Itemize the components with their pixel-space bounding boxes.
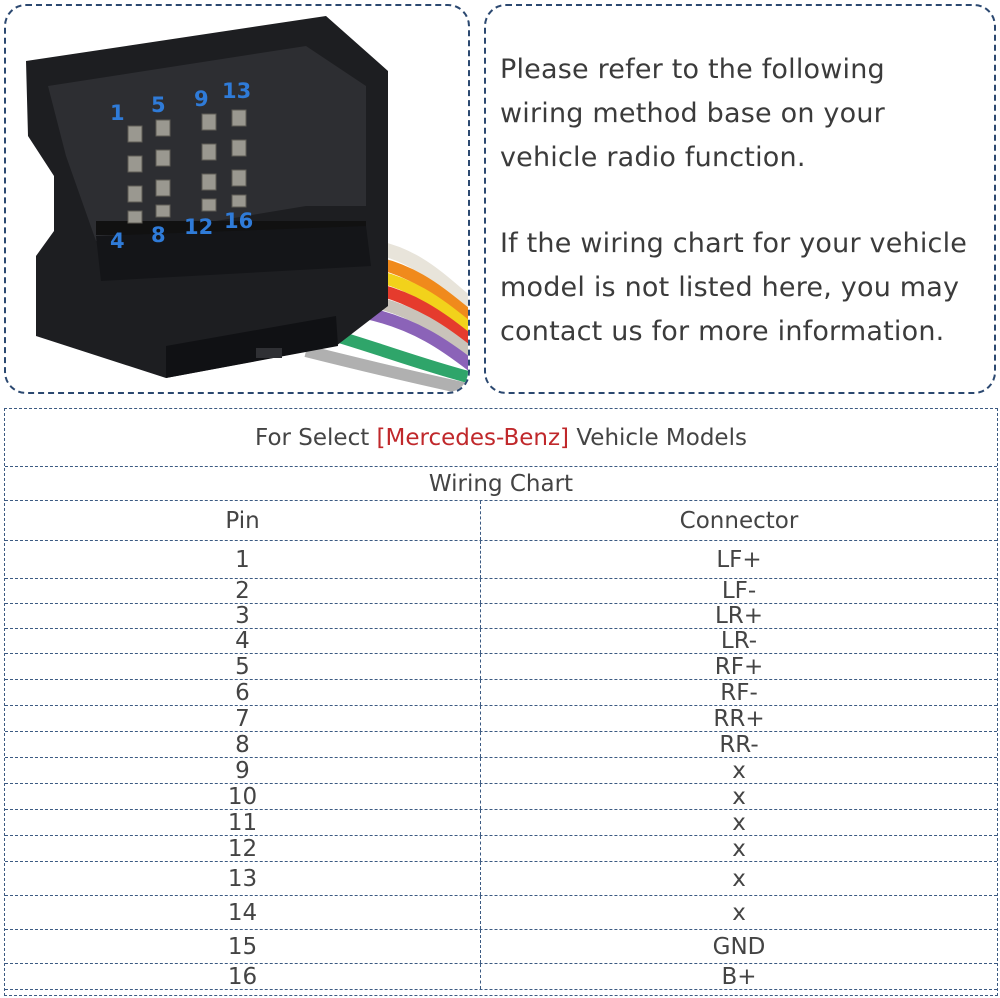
connector-cell: RF+ [714, 654, 764, 679]
pin-cell: 13 [5, 862, 481, 895]
pin-cell: 10 [5, 784, 481, 809]
connector-cell: x [732, 810, 746, 835]
table-row [5, 784, 997, 810]
pin-cell: 4 [5, 629, 481, 653]
table-header-row [5, 409, 997, 467]
wiring-chart-title: Wiring Chart [428, 470, 574, 497]
table-row [5, 896, 997, 930]
pin-cell: 16 [5, 964, 481, 989]
table-row [5, 604, 997, 629]
connector-cell: x [732, 758, 746, 783]
pin-label-4: 4 [110, 229, 125, 253]
connector-cell: x [732, 865, 746, 892]
pin-label-8: 8 [151, 223, 166, 247]
connector-illustration [6, 6, 470, 394]
pin-label-9: 9 [194, 87, 209, 111]
table-row [5, 680, 997, 706]
pin-cell: 3 [5, 604, 481, 628]
table-row [5, 930, 997, 964]
pin-cell: 7 [5, 706, 481, 731]
wiring-instruction-text: Please refer to the following wiring method base on your vehicle radio function. [500, 54, 885, 173]
table-row [5, 706, 997, 732]
vehicle-models-heading [5, 409, 997, 466]
pin-cell: 14 [5, 896, 481, 929]
pin-cell: 11 [5, 810, 481, 835]
connector-photo-panel [4, 4, 470, 394]
table-row [5, 964, 997, 990]
connector-cell: RF- [720, 680, 758, 705]
contact-note-text: If the wiring chart for your vehicle model is not listed here, you may contact us for more information. [500, 228, 968, 347]
pin-cell: 9 [5, 758, 481, 783]
pin-column-header: Pin [5, 501, 481, 540]
connector-cell: LR- [720, 629, 758, 653]
pin-cell: 6 [5, 680, 481, 705]
connector-cell: RR+ [713, 706, 765, 731]
table-row [5, 629, 997, 654]
pin-label-1: 1 [110, 101, 125, 125]
table-row [5, 758, 997, 784]
table-title-row [5, 467, 997, 501]
heading-suffix: Vehicle Models [569, 424, 747, 451]
table-row [5, 541, 997, 579]
brand-name: [Mercedes-Benz] [376, 424, 570, 451]
pin-cell: 5 [5, 654, 481, 679]
connector-cell: x [732, 899, 746, 926]
pin-cell: 2 [5, 579, 481, 603]
pin-cell: 15 [5, 930, 481, 963]
connector-cell: x [732, 784, 746, 809]
pin-label-13: 13 [222, 79, 252, 103]
table-row [5, 579, 997, 604]
pin-label-12: 12 [184, 215, 214, 239]
connector-cell: LF+ [716, 546, 762, 573]
pin-cell: 12 [5, 836, 481, 861]
wiring-table [4, 408, 998, 996]
pin-label-5: 5 [151, 93, 166, 117]
connector-column-header: Connector [679, 507, 799, 534]
table-row [5, 836, 997, 862]
table-row [5, 810, 997, 836]
connector-cell: x [732, 836, 746, 861]
connector-cell: RR- [719, 732, 759, 757]
connector-cell: B+ [721, 964, 757, 989]
pin-cell: 1 [5, 541, 481, 578]
connector-cell: LF- [721, 579, 757, 603]
connector-cell: LR+ [714, 604, 764, 628]
heading-prefix: For Select [255, 424, 377, 451]
connector-housing [26, 16, 388, 378]
column-header-row [5, 501, 997, 541]
table-row [5, 862, 997, 896]
table-row [5, 654, 997, 680]
pin-label-16: 16 [224, 209, 254, 233]
info-text-panel [484, 4, 996, 394]
table-row [5, 732, 997, 758]
pin-cell: 8 [5, 732, 481, 757]
connector-cell: GND [712, 933, 766, 960]
